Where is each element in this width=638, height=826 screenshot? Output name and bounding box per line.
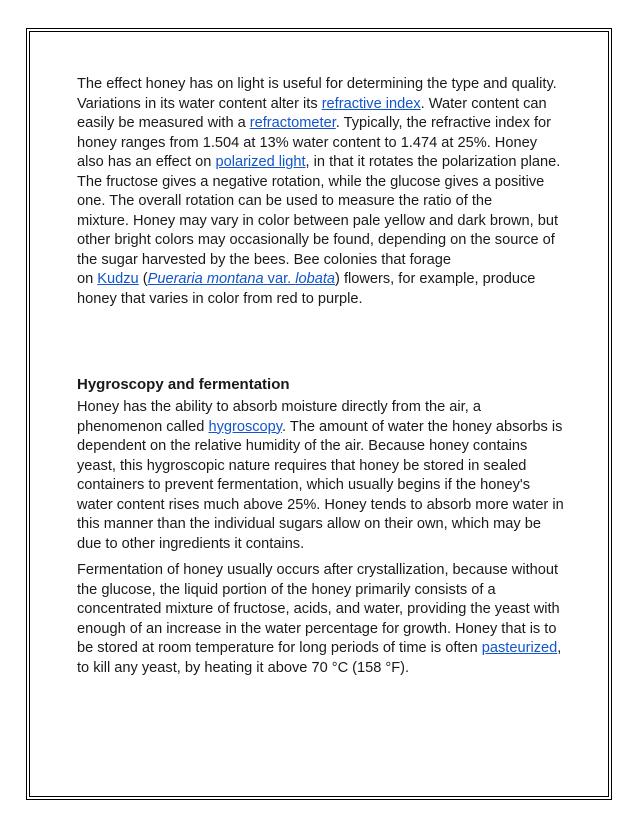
paragraph-light — [77, 75, 560, 309]
text-line: dependent on the relative humidity of the air. Because honey contains — [77, 438, 528, 454]
text-line: Fermentation of honey usually occurs after crystallization, because without — [77, 562, 559, 578]
text-line: Honey has the ability to absorb moisture directly from the air, a — [77, 399, 481, 415]
link-pasteurized[interactable]: pasteurized — [481, 640, 558, 656]
text-line: containers to prevent fermentation, which usually begins if the honey's — [77, 477, 531, 493]
paragraph-fermentation — [77, 561, 561, 678]
section-heading: Hygroscopy and fermentation — [77, 376, 290, 393]
text-line: to kill any yeast, by heating it above 70 °C (158 °F). — [77, 659, 410, 676]
paragraph-hygroscopy — [77, 398, 564, 554]
text-line: concentrated mixture of fructose, acids, and water, providing the yeast with — [77, 601, 560, 617]
text-line: mixture. Honey may vary in color between pale yellow and dark brown, but — [77, 212, 559, 229]
text-line: on Kudzu (Pueraria montana var. lobata) flowers, for example, produce — [77, 271, 536, 287]
text-line: due to other ingredients it contains. — [77, 535, 305, 552]
text-line: the sugar harvested by the bees. Bee colonies that forage — [77, 251, 452, 268]
text-line: other bright colors may occasionally be found, depending on the source of — [77, 232, 555, 248]
link-pueraria-montana[interactable]: Pueraria montana var. lobata — [147, 271, 336, 287]
link-kudzu[interactable]: Kudzu — [97, 271, 139, 287]
text-line: The effect honey has on light is useful for determining the type and quality. — [77, 76, 557, 92]
text-line: also has an effect on polarized light, in that it rotates the polarization plane. — [77, 154, 561, 170]
text-line: be stored at room temperature for long periods of time is often pasteurized, — [77, 640, 562, 656]
text-line: this manner than the individual sugars allow on their own, which may be — [77, 516, 542, 532]
text-line: phenomenon called hygroscopy. The amount of water the honey absorbs is — [77, 418, 563, 435]
text-line: water content rises much above 25%. Honey tends to absorb more water in — [77, 496, 564, 513]
text-line: honey that varies in color from red to purple. — [77, 290, 363, 307]
link-hygroscopy[interactable]: hygroscopy — [208, 418, 282, 435]
text-line: honey ranges from 1.504 at 13% water content to 1.474 at 25%. Honey — [77, 134, 537, 151]
text-line: easily be measured with a refractometer. Typically, the refractive index for — [77, 115, 551, 131]
link-polarized-light[interactable]: polarized light — [215, 154, 306, 170]
text-line: The fructose gives a negative rotation, while the glucose gives a positive — [77, 173, 545, 190]
text-line: enough of an increase in the water percentage for growth. Honey that is to — [77, 620, 557, 637]
link-refractive-index[interactable]: refractive index — [321, 95, 421, 112]
text-line: yeast, this hygroscopic nature requires that honey be stored in sealed — [77, 457, 527, 474]
text-line: Variations in its water content alter its refractive index. Water content can — [77, 95, 547, 112]
link-refractometer[interactable]: refractometer — [249, 115, 336, 131]
text-line: one. The overall rotation can be used to measure the ratio of the — [77, 193, 493, 209]
text-line: the glucose, the liquid portion of the honey primarily consists of a — [77, 581, 496, 598]
